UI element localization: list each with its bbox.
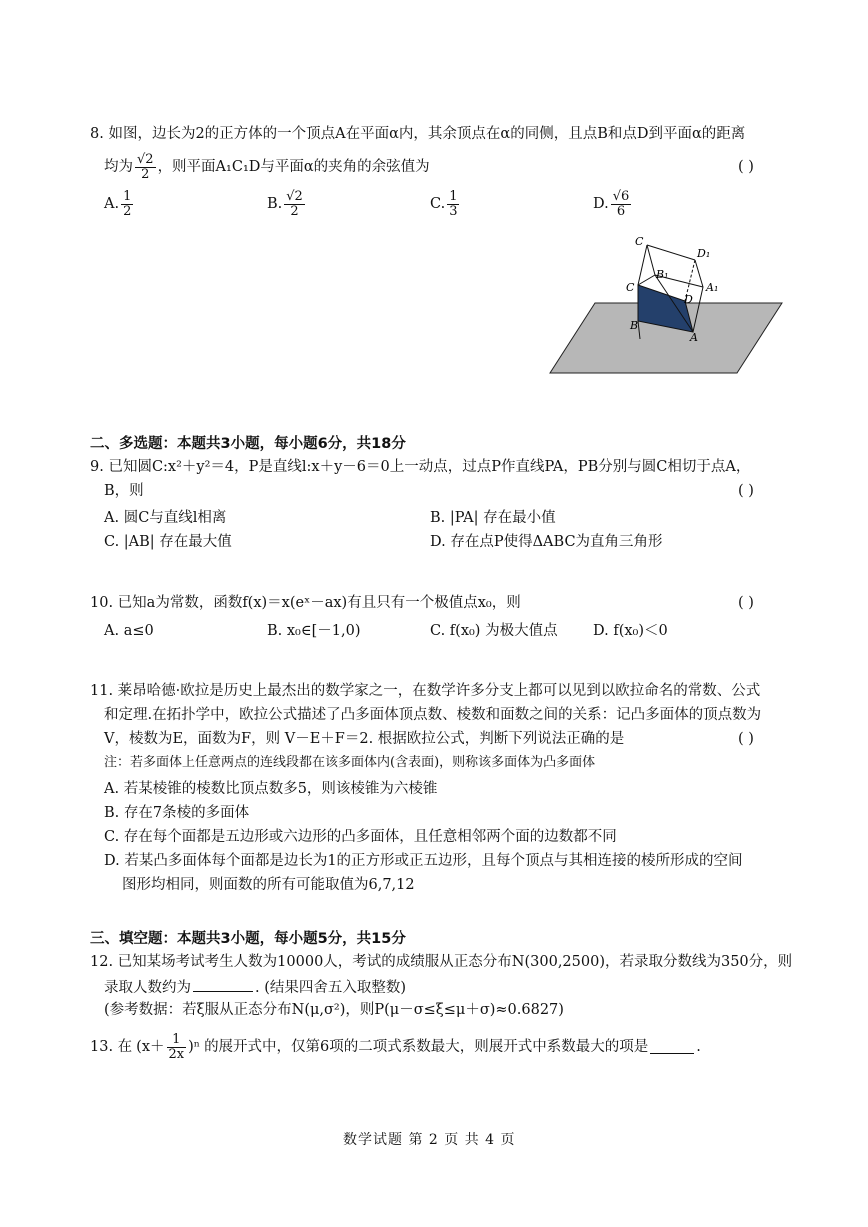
q11-line3: V，棱数为E，面数为F，则 V－E＋F＝2. 根据欧拉公式，判断下列说法正确的是 — [104, 731, 625, 747]
q12-line1: 12. 已知某场考试考生人数为10000人，考试的成绩服从正态分布N(300,2500)，若录取分数线为350分，则 — [90, 954, 793, 970]
q11-line2: 和定理.在拓扑学中，欧拉公式描述了凸多面体顶点数、棱数和面数之间的关系：记凸多面体的顶点数为 — [104, 707, 762, 723]
q11-option-b[interactable]: B. 存在7条棱的多面体 — [104, 805, 250, 821]
q9-option-b[interactable]: B. |PA| 存在最小值 — [430, 510, 556, 526]
q12-reference: (参考数据：若ξ服从正态分布N(μ,σ²)，则P(μ－σ≤ξ≤μ＋σ)≈0.6827) — [104, 1002, 564, 1018]
q8-option-a[interactable]: A. $\frac{1}{2}$ — [104, 189, 132, 219]
q8-fraction: $\frac{√2}{2}$ — [137, 151, 154, 182]
q13-fraction: $\frac{1}{2x}$ — [168, 1031, 185, 1062]
section-2-heading: 二、多选题：本题共3小题，每小题6分，共18分 — [90, 436, 406, 452]
cube-on-plane-figure — [545, 235, 785, 377]
q9-answer-paren: ( ) — [738, 483, 754, 499]
q12-answer-blank[interactable] — [193, 979, 253, 992]
label-a: A — [690, 331, 698, 344]
q11-answer-paren: ( ) — [738, 731, 754, 747]
page-footer: 数学试题 第 2 页 共 4 页 — [343, 1132, 516, 1148]
q9-option-a[interactable]: A. 圆C与直线l相离 — [104, 510, 227, 526]
q10-option-d[interactable]: D. f(x₀)＜0 — [593, 623, 668, 639]
q9-option-d[interactable]: D. 存在点P使得ΔABC为直角三角形 — [430, 534, 663, 550]
q8-option-d[interactable]: D. $\frac{√6}{6}$ — [593, 189, 630, 219]
q9-line1: 9. 已知圆C:x²＋y²＝4，P是直线l:x＋y－6＝0上一动点，过点P作直线PA，PB分别与圆C相切于点A， — [90, 459, 751, 475]
label-c: C — [626, 281, 635, 294]
q11-line1: 11. 莱昂哈德·欧拉是历史上最杰出的数学家之一，在数学许多分支上都可以见到以欧拉命名的常数、公式 — [90, 683, 761, 699]
q9-line2: B，则 — [104, 483, 144, 499]
q13-line: 13. 在 (x＋ $\frac{1}{2x}$ )ⁿ 的展开式中，仅第6项的二项式系数最大，则展开式中系数最大的项是 . — [90, 1031, 701, 1062]
label-c1: C — [635, 235, 644, 248]
q11-option-c[interactable]: C. 存在每个面都是五边形或六边形的凸多面体，且任意相邻两个面的边数都不同 — [104, 829, 617, 845]
q10-option-c[interactable]: C. f(x₀) 为极大值点 — [430, 623, 558, 639]
q10-option-a[interactable]: A. a≤0 — [104, 623, 154, 639]
q8-option-b[interactable]: B. $\frac{√2}{2}$ — [267, 189, 303, 219]
q10-option-b[interactable]: B. x₀∈[－1,0) — [267, 623, 361, 639]
q8-option-c[interactable]: C. $\frac{1}{3}$ — [430, 189, 458, 219]
label-a1: A₁ — [706, 281, 719, 294]
label-b1: B₁ — [656, 268, 669, 281]
q11-option-a[interactable]: A. 若某棱锥的棱数比顶点数多5，则该棱锥为六棱锥 — [104, 781, 438, 797]
label-b: B — [630, 319, 639, 332]
q9-option-c[interactable]: C. |AB| 存在最大值 — [104, 534, 232, 550]
q11-option-d-line1[interactable]: D. 若某凸多面体每个面都是边长为1的正方形或正五边形，且每个顶点与其相连接的棱所形成的空间 — [104, 853, 743, 869]
q11-option-d-line2: 图形均相同，则面数的所有可能取值为6,7,12 — [122, 877, 415, 893]
q13-answer-blank[interactable] — [650, 1041, 694, 1054]
q12-line2: 录取人数约为 . (结果四舍五入取整数) — [104, 980, 407, 996]
q8-line2: 均为 $\frac{√2}{2}$ ，则平面A₁C₁D与平面α的夹角的余弦值为 — [104, 151, 430, 182]
section-3-heading: 三、填空题：本题共3小题，每小题5分，共15分 — [90, 931, 406, 947]
q11-note: 注：若多面体上任意两点的连线段都在该多面体内(含表面)，则称该多面体为凸多面体 — [104, 755, 596, 770]
q8-answer-paren: ( ) — [738, 159, 754, 175]
q10-answer-paren: ( ) — [738, 595, 754, 611]
label-d: D — [684, 293, 693, 306]
q10-line1: 10. 已知a为常数，函数f(x)＝x(eˣ－ax)有且只有一个极值点x₀，则 — [90, 595, 521, 611]
q8-line1: 8. 如图，边长为2的正方体的一个顶点A在平面α内，其余顶点在α的同侧，且点B和点D到平面α的距离 — [90, 126, 746, 142]
label-d1: D₁ — [697, 247, 711, 260]
